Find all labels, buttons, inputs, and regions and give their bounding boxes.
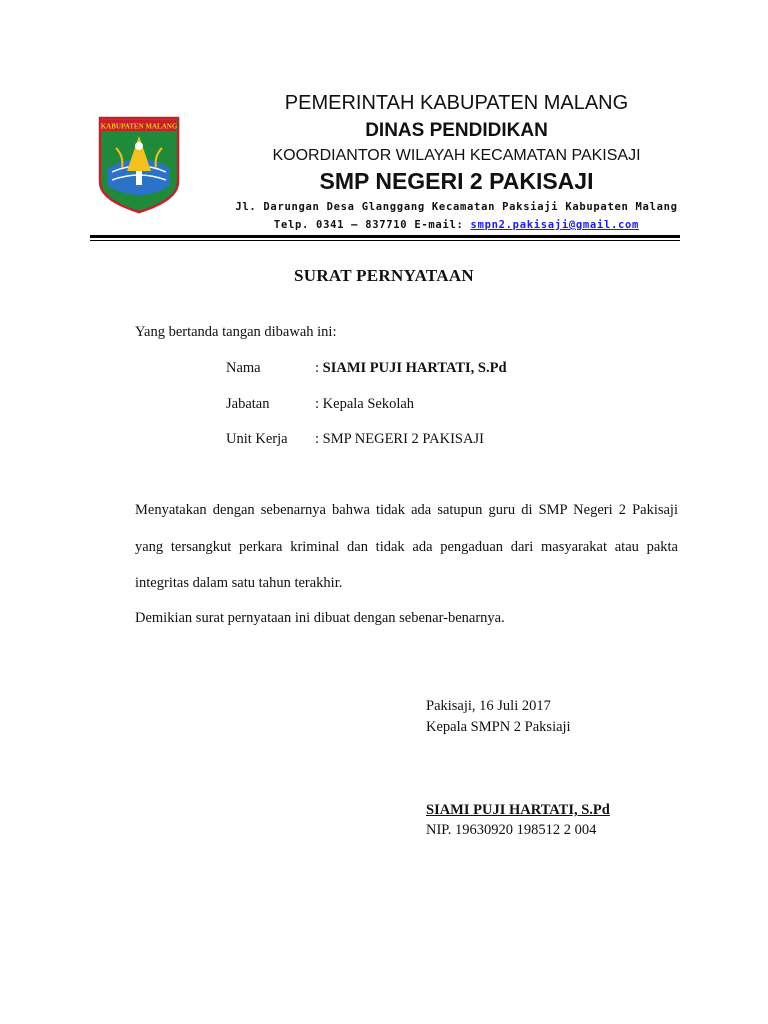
statement-line-1: Menyatakan dengan sebenarnya bahwa tidak ada satupun guru di SMP Negeri 2 Pakisaji: [135, 502, 678, 518]
svg-text:KABUPATEN MALANG: KABUPATEN MALANG: [100, 122, 178, 131]
field-value-position: [315, 396, 414, 413]
signer-position: Kepala SMPN 2 Paksiaji: [426, 719, 571, 735]
field-label-position: Jabatan: [226, 396, 270, 412]
document-title: SURAT PERNYATAAN: [293, 266, 475, 285]
letterhead-school: SMP NEGERI 2 PAKISAJI: [319, 168, 594, 194]
statement-line-3: integritas dalam satu tahun terakhir.: [135, 575, 343, 591]
field-name-value: SIAMI PUJI HARTATI, S.Pd: [322, 360, 507, 376]
field-value-name: [315, 360, 507, 377]
email-link[interactable]: smpn2.pakisaji@gmail.com: [470, 219, 640, 231]
place-date: Pakisaji, 16 Juli 2017: [426, 698, 551, 714]
letterhead-coordinator: KOORDIANTOR WILAYAH KECAMATAN PAKISAJI: [272, 147, 641, 164]
field-label-unit: Unit Kerja: [226, 431, 288, 447]
field-value-unit: [315, 431, 484, 448]
field-unit-value: SMP NEGERI 2 PAKISAJI: [322, 431, 484, 447]
statement-line-2: yang tersangkut perkara kriminal dan tidak ada pengaduan dari masyarakat atau pakta: [135, 539, 678, 555]
field-label-name: Nama: [226, 360, 261, 376]
letterhead-divider-thin: [90, 240, 680, 241]
field-separator: :: [315, 360, 323, 376]
signer-nip: NIP. 19630920 198512 2 004: [426, 822, 597, 838]
letterhead-agency: DINAS PENDIDIKAN: [365, 120, 548, 141]
field-separator: :: [315, 431, 323, 447]
letterhead-divider-thick: [90, 235, 680, 238]
intro-text: Yang bertanda tangan dibawah ini:: [135, 324, 337, 340]
letterhead-contact: [0, 219, 768, 231]
closing-statement: Demikian surat pernyataan ini dibuat dengan sebenar-benarnya.: [135, 610, 505, 626]
letterhead-government: PEMERINTAH KABUPATEN MALANG: [284, 92, 629, 114]
signer-name: SIAMI PUJI HARTATI, S.Pd: [426, 802, 610, 818]
letterhead-phone: Telp. 0341 – 837710 E-mail:: [273, 219, 464, 231]
field-position-value: Kepala Sekolah: [322, 396, 415, 412]
letterhead-address: Jl. Darungan Desa Glanggang Kecamatan Paksiaji Kabupaten Malang: [235, 201, 678, 213]
field-separator: :: [315, 396, 323, 412]
